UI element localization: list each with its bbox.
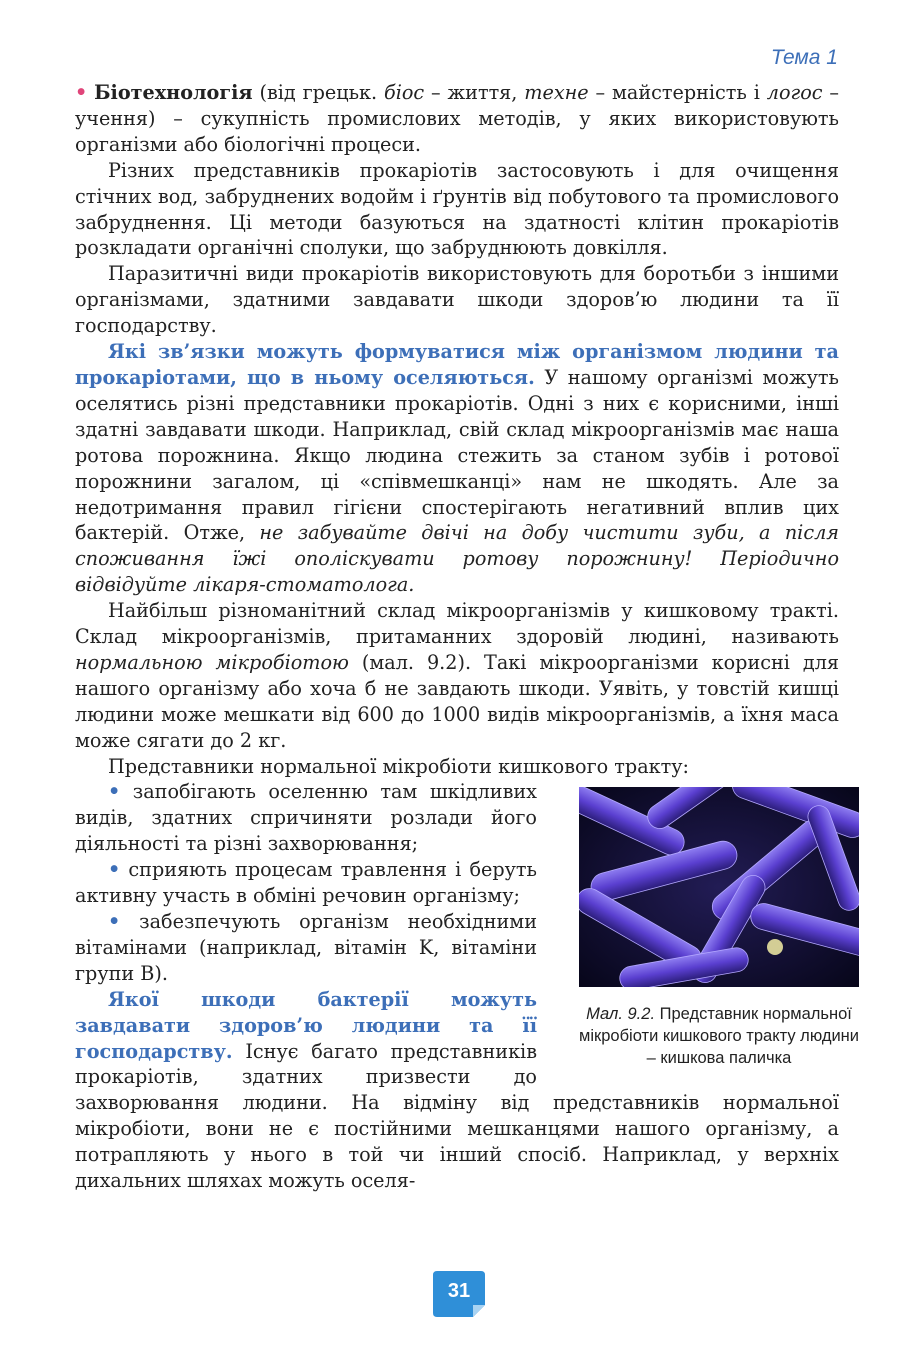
italic-span: біос xyxy=(384,81,425,104)
italic-span: техне xyxy=(524,81,589,104)
paragraph-biotechnology xyxy=(75,80,839,158)
section-heading-relations: Які зв’язки можуть формуватися між організмом людини та прокаріотами, що в ньому оселяються. xyxy=(75,340,839,389)
term-biotechnology: Біотехнологія xyxy=(94,81,253,104)
italic-span: не забувайте двічі на добу чистити зуби, а після споживання їжі ополіскувати ротову порожнину! Періодично відвідуйте лікаря-стоматолога. xyxy=(75,521,839,597)
italic-span: логос xyxy=(766,81,823,104)
text-span: Існує багато представників прокаріотів, здатних призвести до захворювання людини. На відміну від представників нормальної мікробіоти, вони не є постійними мешканцями нашого організму, а потрапляють у нього в той чи інший спосіб. Наприклад, у верхніх дихальних шляхах можуть оселя- xyxy=(75,1039,839,1193)
list-item-text: сприяють процесам травлення і беруть активну участь в обміні речовин організму; xyxy=(75,858,537,908)
paragraph-parasitic: Паразитичні види прокаріотів використовують для боротьби з іншими організмами, здатними завдавати шкоди здоров’ю людини та її господарству. xyxy=(75,262,839,338)
figure xyxy=(559,787,859,1069)
paragraph-cleaning: Різних представників прокаріотів застосовують і для очищення стічних вод, забруднених водойм і ґрунтів від побутового та промислового забруднення. Ці методи базуються на здатності клітин прокаріотів розкладати органічні сполуки, що забруднюють довкілля. xyxy=(75,158,839,260)
figure-caption xyxy=(559,1003,859,1069)
page-text xyxy=(75,80,860,1194)
figure-caption-text: Представник нормальної мікробіоти кишкового тракту людини – кишкова паличка xyxy=(579,1005,860,1068)
figure-label: Мал. 9.2. xyxy=(586,1005,656,1024)
section-heading-harm: Якої шкоди бактерії можуть завдавати здоров’ю людини та її господарству. xyxy=(75,987,537,1063)
italic-span: нормальною мікробіотою xyxy=(75,650,349,674)
paragraph-relations xyxy=(75,339,839,598)
page-number: 31 xyxy=(447,1280,471,1302)
bullet-icon: • xyxy=(75,81,88,104)
page-number-badge xyxy=(433,1271,485,1317)
list-item-text: забезпечують організм необхідними вітамінами (наприклад, вітамін K, вітаміни групи B). xyxy=(75,910,537,985)
text-span: (від грецьк. xyxy=(252,81,385,104)
bullet-icon: • xyxy=(108,910,121,933)
text-span: – майстерність і xyxy=(588,81,767,104)
paragraph-microbiota xyxy=(75,598,839,753)
bullet-icon: • xyxy=(108,858,121,882)
bacteria-photo xyxy=(579,787,859,987)
topic-header: Тема 1 xyxy=(770,46,838,69)
paragraph-representatives: Представники нормальної мікробіоти кишкового тракту: xyxy=(108,754,689,778)
list-item-text: запобігають оселенню там шкідливих видів, здатних спричиняти розлади його діяльності та різні захворювання; xyxy=(75,780,537,856)
text-span: – учення) – сукупність промислових методів, у яких використовують організми або біологічні процеси. xyxy=(75,81,840,156)
text-span: – життя, xyxy=(424,81,525,104)
text-span: Найбільш різноманітний склад мікроорганізмів у кишковому тракті. Склад мікроорганізмів, притаманних здоровій людині, називають xyxy=(75,599,839,649)
bullet-icon: • xyxy=(108,780,121,804)
text-span: У нашому організмі можуть оселятись різні представники прокаріотів. Одні з них є корисними, інші здатні завдавати шкоди. Наприклад, свій склад мікроорганізмів має наша ротова порожнина. Якщо людина стежить за станом зубів і ротової порожнини загалом, ці «співмешканці» нам не шкодять. Але за недотримання правил гігієни спостерігають негативний вплив цих бактерій. Отже, xyxy=(75,365,839,545)
text-span: (мал. 9.2). Такі мікроорганізми корисні для нашого організму або хоча б не завдають шкоди. Уявіть, у товстій кишці людини може мешкати від 600 до 1000 видів мікроорганізмів, а їхня маса може сягати до 2 кг. xyxy=(75,650,839,752)
